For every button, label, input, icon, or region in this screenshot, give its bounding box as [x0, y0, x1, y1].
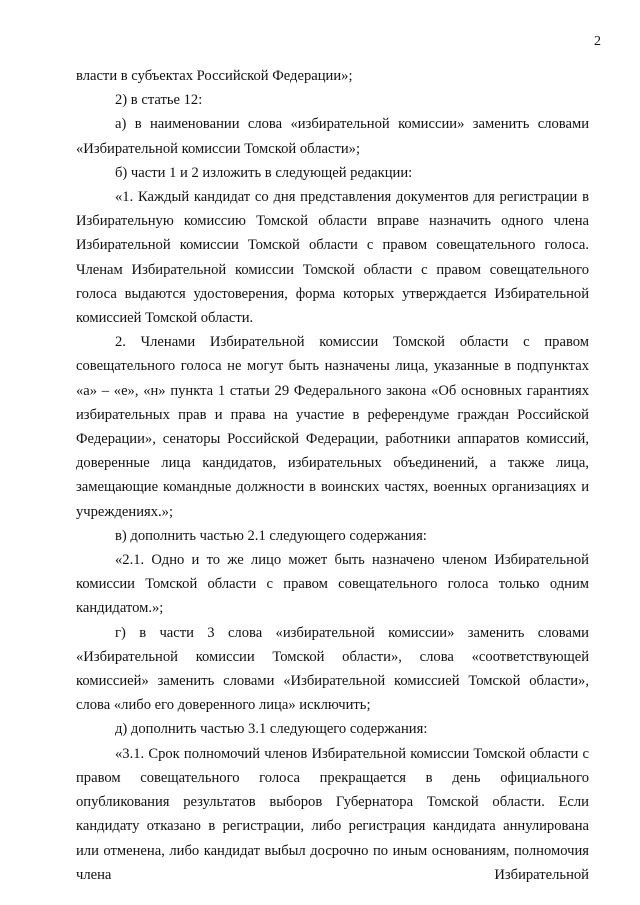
paragraph-5: «1. Каждый кандидат со дня представления документов для регистрации в Избирательную комиссию Томской области вправе назначить одного члена Избирательной комиссии Томской области с правом совещательного голоса. Членам Избирательной комиссии Томской области с правом совещательного голоса выдаются удостоверения, форма которых утверждается Избирательной комиссией Томской области. — [76, 189, 589, 327]
document-body — [76, 64, 589, 887]
paragraph-6: 2. Членами Избирательной комиссии Томской области с правом совещательного голоса не могут быть назначены лица, указанные в подпунктах «а» – «е», «н» пункта 1 статьи 29 Федерального закона «Об основных гарантиях избирательных прав и права на участие в референдуме граждан Российской Федерации», сенаторы Российской Федерации, работники аппаратов комиссий, доверенные лица кандидатов, избирательных объединений, а также лица, замещающие командные должности в воинских частях, военных организациях и учреждениях.»; — [76, 334, 589, 520]
paragraph-2: 2) в статье 12: — [115, 92, 203, 109]
paragraph-10: д) дополнить частью 3.1 следующего содержания: — [115, 721, 428, 738]
paragraph-1: власти в субъектах Российской Федерации»; — [76, 68, 353, 84]
paragraph-4: б) части 1 и 2 изложить в следующей редакции: — [115, 164, 413, 181]
paragraph-9: г) в части 3 слова «избирательной комиссии» заменить словами «Избирательной комиссии Томской области», слова «соответствующей комиссией» заменить словами «Избирательной комиссией Томской области», слова «либо его доверенного лица» исключить; — [76, 624, 589, 714]
paragraph-8: «2.1. Одно и то же лицо может быть назначено членом Избирательной комиссии Томской области с правом совещательного голоса только одним кандидатом.»; — [76, 552, 589, 617]
paragraph-11: «3.1. Срок полномочий членов Избирательной комиссии Томской области с правом совещательного голоса прекращается в день официального опубликования результатов выборов Губернатора Томской области. Если кандидату отказано в регистрации, либо регистрация кандидата аннулирована или отменена, либо кандидат выбыл досрочно по иным основаниям, полномочия члена Избирательной — [76, 745, 589, 883]
page-number: 2 — [594, 34, 601, 49]
paragraph-3: а) в наименовании слова «избирательной комиссии» заменить словами «Избирательной комиссии Томской области»; — [76, 116, 589, 157]
paragraph-7: в) дополнить частью 2.1 следующего содержания: — [115, 527, 427, 544]
